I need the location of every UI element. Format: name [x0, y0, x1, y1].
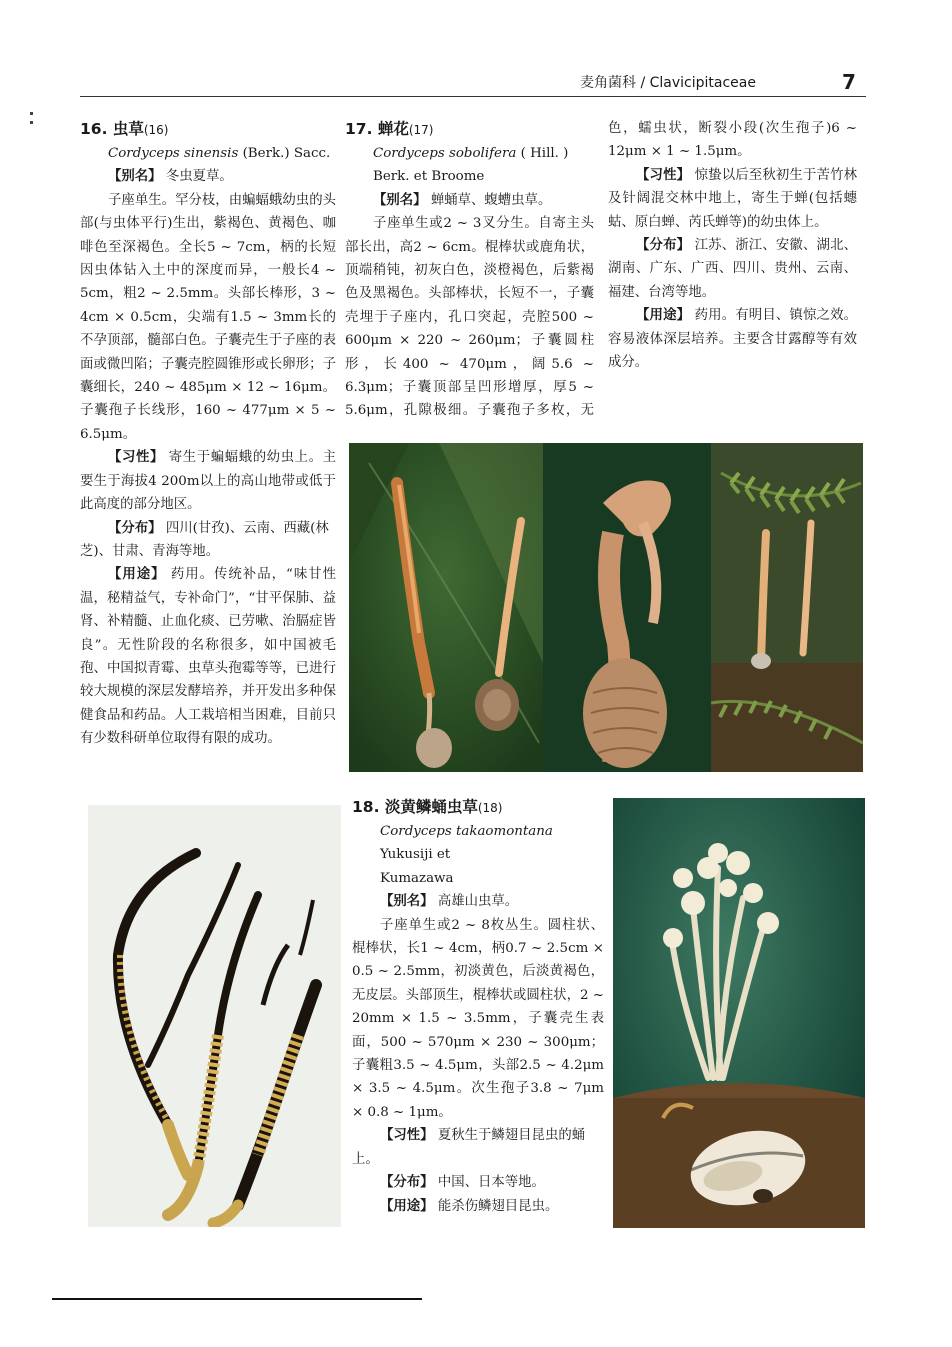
species-17-scientific-name: Cordyceps sobolifera ( Hill. ) [373, 146, 569, 161]
species-17-scientific-authors: Berk. et Broome [373, 169, 485, 185]
photo-cicada-fungus-branched [543, 443, 711, 772]
species-17-section [345, 117, 857, 433]
species-17-description: 子座单生或2 ~ 3叉分生。自寄主头部长出，高2 ~ 6cm。棍棒状或鹿角状，顶端稍钝，初灰白色，淡橙褐色，后紫褐色及黑褐色。头部棒状，长短不一，子囊壳埋于子座内，孔口突起，壳腔500 ~ 600μm × 220 ~ 260μm；子囊圆柱形，长400 ~ 470μm，阔5.6 ~ 6.3μm；子囊顶部呈凹形增厚，厚5 ~ 5.6μm，孔隙极细。子囊孢子多枚，无色，蠕虫状，断裂小段(次生孢子)6 ~ 12μm × 1 ~ 1.5μm。 [345, 121, 857, 419]
species-16-use: 【用途】 药用。传统补品，“味甘性温，秘精益气，专补命门”，“甘平保肺、益肾、补精髓、止血化痰、已劳嗽、治膈症皆良”。无性阶段的名称很多，如中国被毛孢、中国拟青霉、虫草头孢霉等等，已进行较大规模的深层发酵培养，并开发出多种保健食品和药品。人工栽培相当困难，目前只有少数科研单位取得有限的成功。 [80, 566, 336, 747]
species-16-description: 子座单生。罕分枝，由蝙蝠蛾幼虫的头部(与虫体平行)生出，紫褐色、黄褐色、咖啡色至深褐色。全长5 ~ 7cm，柄的长短因虫体钻入土中的深度而异，一般长4 ~ 5cm，粗2 ~ 2.5mm。头部长棒形，3 ~ 4cm × 0.5cm，尖端有1.5 ~ 3mm长的不孕顶部，髓部白色。子囊壳生于子座的表面或微凹陷；子囊壳腔圆锥形或长卵形；子囊细长，240 ~ 485μm × 12 ~ 16μm。子囊孢子长线形，160 ~ 477μm × 5 ~ 6.5μm。 [80, 192, 336, 442]
species-16-habit: 【习性】 寄生于蝙蝠蛾的幼虫上。主要生于海拔4 200m以上的高山地带或低于此高度的部分地区。 [80, 449, 337, 513]
species-18-description: 子座单生或2 ~ 8枚丛生。圆柱状、棍棒状，长1 ~ 4cm，柄0.7 ~ 2.5cm × 0.5 ~ 2.5mm，初淡黄色，后淡黄褐色，无皮层。头部顶生，棍棒状或圆柱状，2 ~ 20mm × 1.5 ~ 3.5mm，子囊壳生表面，500 ~ 570μm × 230 ~ 300μm；子囊粗3.5 ~ 4.5μm，头部2.5 ~ 4.2μm × 3.5 ~ 4.5μm。次生孢子3.8 ~ 7μm × 0.8 ~ 1μm。 [352, 917, 604, 1120]
species-18-use: 【用途】 能杀伤鳞翅目昆虫。 [380, 1197, 559, 1214]
species-18-habit: 【习性】 夏秋生于鳞翅目昆虫的蛹上。 [352, 1127, 586, 1167]
species-16-distribution: 【分布】 四川(甘孜)、云南、西藏(林芝)、甘肃、青海等地。 [80, 519, 329, 559]
photo-cicada-fungus-on-leaf [349, 443, 543, 772]
species-17-habit: 【习性】 惊蛰以后至秋初生于苦竹林及针阔混交林中地上，寄生于蝉(包括蟪蛄、原白蝉、芮氏蝉等)的幼虫体上。 [608, 166, 858, 230]
species-18-scientific-authors: Kumazawa [380, 870, 454, 886]
bottom-rule [52, 1298, 422, 1300]
species-18-alias: 【别名】 高雄山虫草。 [380, 893, 519, 910]
species-17-alias: 【别名】 蝉蛹草、蝮螬虫草。 [373, 191, 552, 208]
scan-speck [30, 121, 33, 124]
species-17-distribution: 【分布】 江苏、浙江、安徽、湖北、湖南、广东、广西、四川、贵州、云南、福建、台湾等地。 [608, 237, 858, 300]
page-number: 7 [842, 70, 856, 94]
photo-cicada-fungus-in-field [711, 443, 863, 772]
species-18-scientific-name: Cordyceps takaomontana Yukusiji et [380, 824, 553, 863]
species-16-section [80, 117, 336, 751]
species-18-distribution: 【分布】 中国、日本等地。 [380, 1174, 545, 1191]
species-18-section [352, 795, 604, 1218]
species-17-title: 17. 蝉花(17) [345, 120, 434, 138]
species-17-use: 【用途】 药用。有明目、镇惊之效。容易液体深层培养。主要含甘露醇等有效成分。 [608, 307, 858, 371]
scan-speck [30, 112, 33, 115]
photo-cordyceps-takaomontana [613, 798, 865, 1228]
species-16-scientific-name: Cordyceps sinensis (Berk.) Sacc. [108, 146, 331, 161]
running-header-family: 麦角菌科 / Clavicipitaceae [580, 75, 756, 91]
species-16-alias: 【别名】 冬虫夏草。 [108, 168, 233, 185]
photo-dried-cordyceps-sinensis [88, 805, 341, 1227]
header-rule [80, 96, 866, 97]
species-18-title: 18. 淡黄鳞蛹虫草(18) [352, 798, 503, 816]
species-16-title: 16. 虫草(16) [80, 120, 169, 138]
